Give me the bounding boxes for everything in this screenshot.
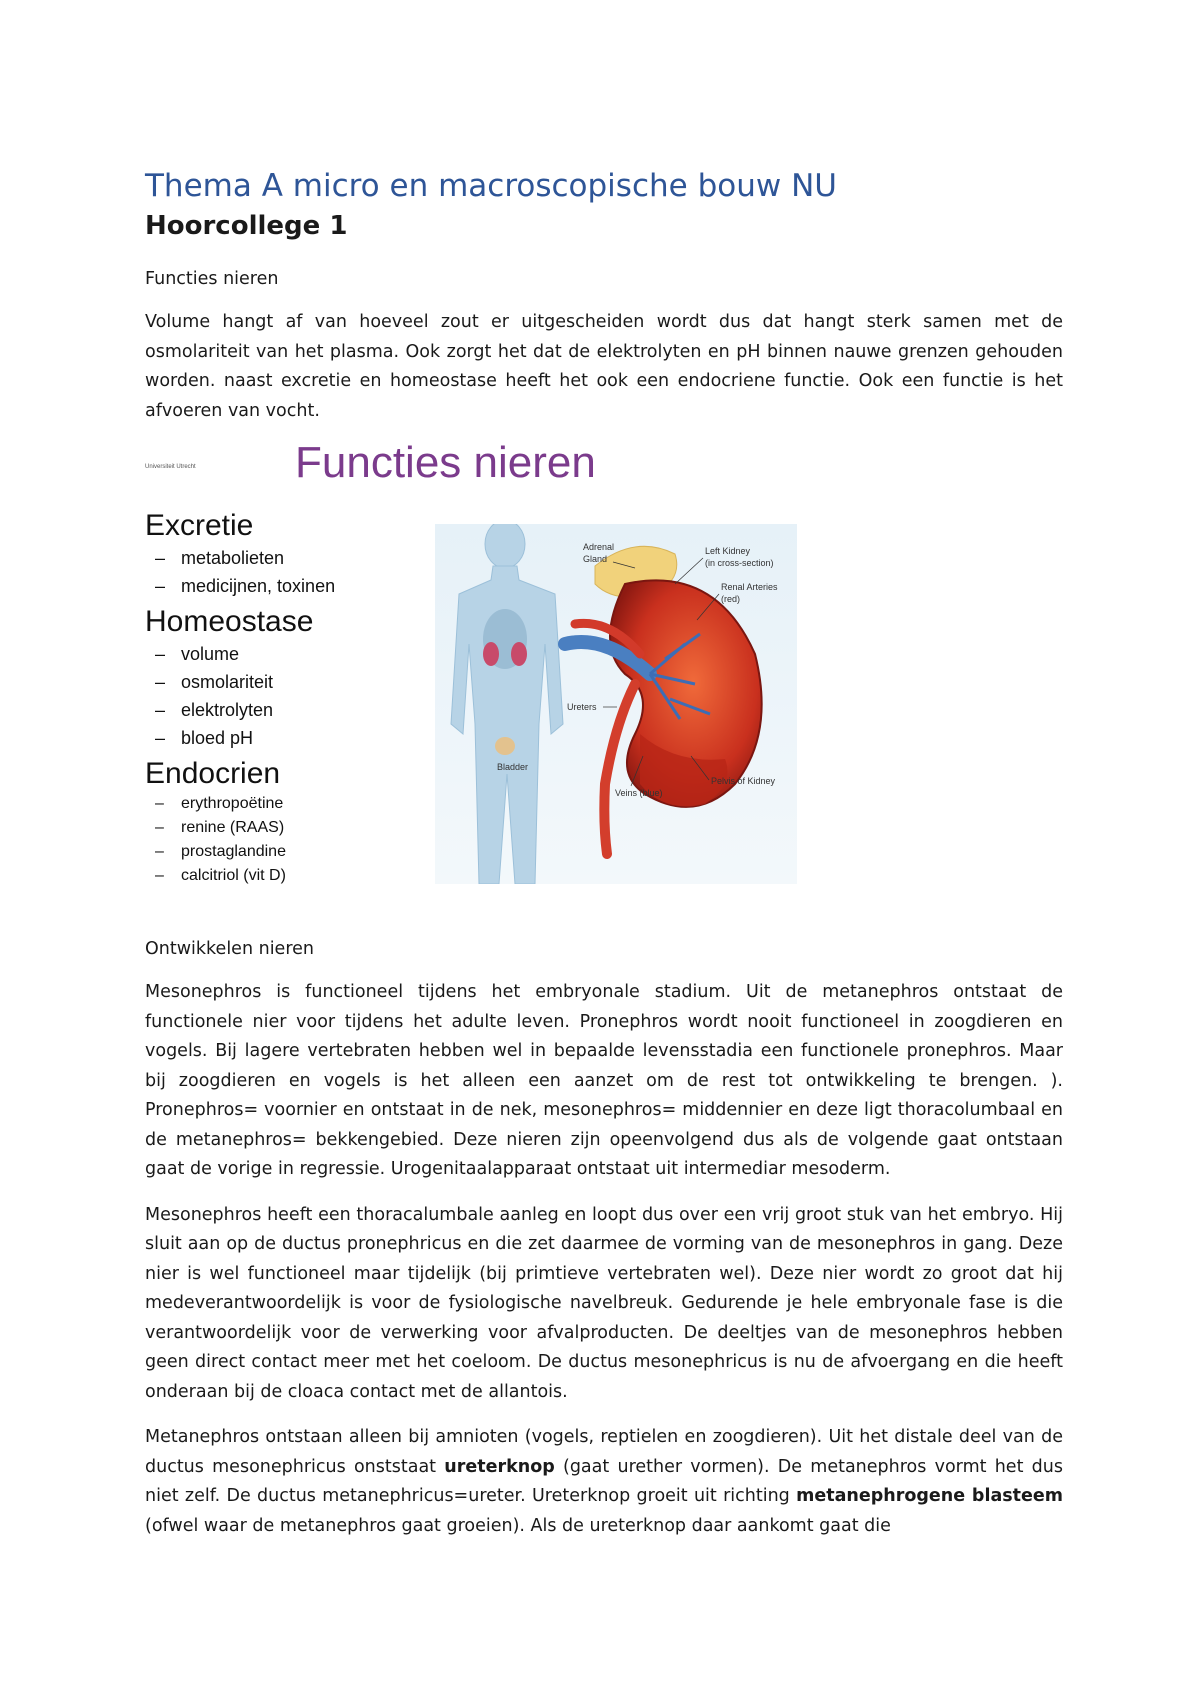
lecture-slide xyxy=(145,438,1063,918)
label-renal-arteries-2: (red) xyxy=(721,594,741,604)
label-bladder: Bladder xyxy=(497,762,529,772)
label-adrenal: Adrenal xyxy=(583,542,615,552)
slide-logo: Universiteit Utrecht xyxy=(145,464,196,470)
slide-list-item: – erythropoëtine xyxy=(155,795,284,812)
slide-list-item: – prostaglandine xyxy=(155,843,286,860)
paragraph-mesonephros: Mesonephros heeft een thoracalumbale aanleg en loopt dus over een vrij groot stuk van het embryo. Hij sluit aan op de ductus pronephricus en die zet daarmee de vorming van de mesonephros in gang. Deze nier is wel functioneel maar tijdelijk (bij primtieve vertebraten wel). Deze nier wordt zo groot dat hij medeverantwoordelijk is voor de fysiologische navelbreuk. Gedurende je hele embryonale fase is die verantwoordelijk voor de verwerking voor afvalproducten. De deeltjes van de mesonephros hebben geen direct contact meer met het coeloom. De ductus mesonephricus is nu de afvoergang en die heeft onderaan bij de cloaca contact met de allantois. xyxy=(145,1204,1063,1402)
slide-list-item: – elektrolyten xyxy=(155,700,274,720)
slide-list-item: – bloed pH xyxy=(155,728,254,748)
label-ureters: Ureters xyxy=(567,702,597,712)
slide-title: Functies nieren xyxy=(295,438,596,487)
slide-list-item: – volume xyxy=(155,644,240,664)
label-veins: Veins (blue) xyxy=(615,788,663,798)
kidney-anatomy-illustration xyxy=(435,524,797,884)
slide-list-item: – medicijnen, toxinen xyxy=(155,576,336,596)
paragraph-functies: Volume hangt af van hoeveel zout er uitgescheiden wordt dus dat hangt sterk samen met de osmolariteit van het plasma. Ook zorgt het dat de elektrolyten en pH binnen nauwe grenzen gehouden worden. naast excretie en homeostase heeft het ook een endocriene functie. Ook een functie is het afvoeren van vocht. xyxy=(145,312,1063,421)
slide-list-item: – renine (RAAS) xyxy=(155,819,285,836)
paragraph-ontwikkelen: Mesonephros is functioneel tijdens het embryonale stadium. Uit de metanephros ontstaat de functionele nier voor tijdens het adulte leven. Pronephros wordt nooit functioneel in zoogdieren en vogels. Bij lagere vertebraten hebben wel in bepaalde levensstadia een functionele pronephros. Maar bij zoogdieren en vogels is het alleen een aanzet om de rest tot ontwikkeling te brengen. ). Pronephros= voornier en ontstaat in de nek, mesonephros= middennier en deze ligt thoracolumbaal en de metanephros= bekkengebied. Deze nieren zijn opeenvolgend dus als de volgende gaat ontstaan gaat de vorige in regressie. Urogenitaalapparaat ontstaat uit intermediar mesoderm. xyxy=(145,982,1063,1179)
slide-function-list xyxy=(145,508,335,888)
section-heading-functies: Functies nieren xyxy=(145,269,279,289)
slide-heading-endocrien: Endocrien xyxy=(145,757,281,790)
document-content xyxy=(145,166,1063,1541)
label-adrenal-2: Gland xyxy=(583,554,608,564)
section-heading-ontwikkelen: Ontwikkelen nieren xyxy=(145,939,314,959)
label-left-kidney: Left Kidney xyxy=(705,546,751,556)
slide-list-item: – metabolieten xyxy=(155,548,285,568)
paragraph-metanephros: Metanephros ontstaan alleen bij amnioten (vogels, reptielen en zoogdieren). Uit het distale deel van de ductus mesonephricus onststaat ureterknop (gaat urether vormen). De metanephros vormt het dus niet zelf. De ductus metanephricus=ureter. Ureterknop groeit uit richting metanephrogene blasteem (ofwel waar de metanephros gaat groeien). Als de ureterknop daar aankomt gaat die xyxy=(145,1427,1064,1536)
label-renal-arteries: Renal Arteries xyxy=(721,582,778,592)
label-pelvis: Pelvis of Kidney xyxy=(711,776,776,786)
slide-heading-homeostase: Homeostase xyxy=(145,605,314,638)
slide-heading-excretie: Excretie xyxy=(145,509,254,542)
document-title: Thema A micro en macroscopische bouw NU xyxy=(145,168,837,204)
label-left-kidney-2: (in cross-section) xyxy=(705,558,774,568)
slide-list-item: – calcitriol (vit D) xyxy=(155,867,286,884)
slide-list-item: – osmolariteit xyxy=(155,672,274,692)
document-subtitle: Hoorcollege 1 xyxy=(145,211,348,241)
